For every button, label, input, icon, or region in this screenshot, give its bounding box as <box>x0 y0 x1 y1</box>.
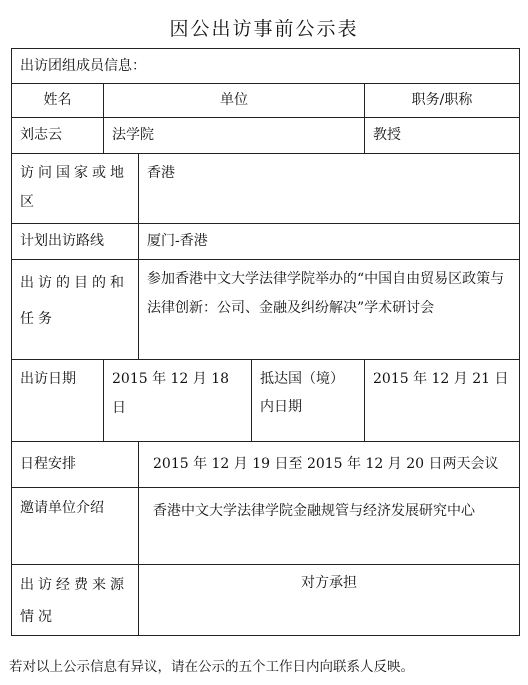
route-value: 厦门-香港 <box>139 224 520 260</box>
funding-row <box>12 565 520 636</box>
route-label: 计划出访路线 <box>12 224 139 260</box>
country-value: 香港 <box>139 154 520 224</box>
schedule-label: 日程安排 <box>12 442 139 488</box>
funding-value: 对方承担 <box>139 565 520 636</box>
arrival-value: 2015 年 12 月 21 日 <box>365 360 520 442</box>
member-position: 教授 <box>365 118 520 154</box>
header-unit: 单位 <box>104 84 365 118</box>
schedule-row <box>12 442 520 488</box>
footnote: 若对以上公示信息有异议，请在公示的五个工作日内向联系人反映。 <box>9 659 414 675</box>
schedule-value: 2015 年 12 月 19 日至 2015 年 12 月 20 日两天会议 <box>139 442 520 488</box>
departure-label: 出访日期 <box>12 360 104 442</box>
inviter-row <box>12 488 520 565</box>
member-row <box>12 118 520 154</box>
arrival-label: 抵达国（境）内日期 <box>252 360 365 442</box>
members-header-row <box>12 84 520 118</box>
country-label: 访问国家或地区 <box>12 154 139 224</box>
purpose-value: 参加香港中文大学法律学院举办的“中国自由贸易区政策与法律创新：公司、金融及纠纷解决”学术研讨会 <box>139 260 520 360</box>
member-unit: 法学院 <box>104 118 365 154</box>
dates-row <box>12 360 520 442</box>
inviter-value: 香港中文大学法律学院金融规管与经济发展研究中心 <box>139 488 520 565</box>
purpose-row <box>12 260 520 360</box>
funding-label: 出访经费来源情况 <box>12 565 139 636</box>
purpose-label: 出访的目的和任务 <box>12 260 139 360</box>
page-title: 因公出访事前公示表 <box>169 18 359 40</box>
inviter-label: 邀请单位介绍 <box>12 488 139 565</box>
members-section-row <box>12 49 520 84</box>
departure-value: 2015 年 12 月 18 日 <box>104 360 252 442</box>
members-section-label: 出访团组成员信息： <box>12 49 520 84</box>
header-name: 姓名 <box>12 84 104 118</box>
disclosure-table <box>11 48 520 636</box>
country-row <box>12 154 520 224</box>
member-name: 刘志云 <box>12 118 104 154</box>
header-position: 职务/职称 <box>365 84 520 118</box>
route-row <box>12 224 520 260</box>
